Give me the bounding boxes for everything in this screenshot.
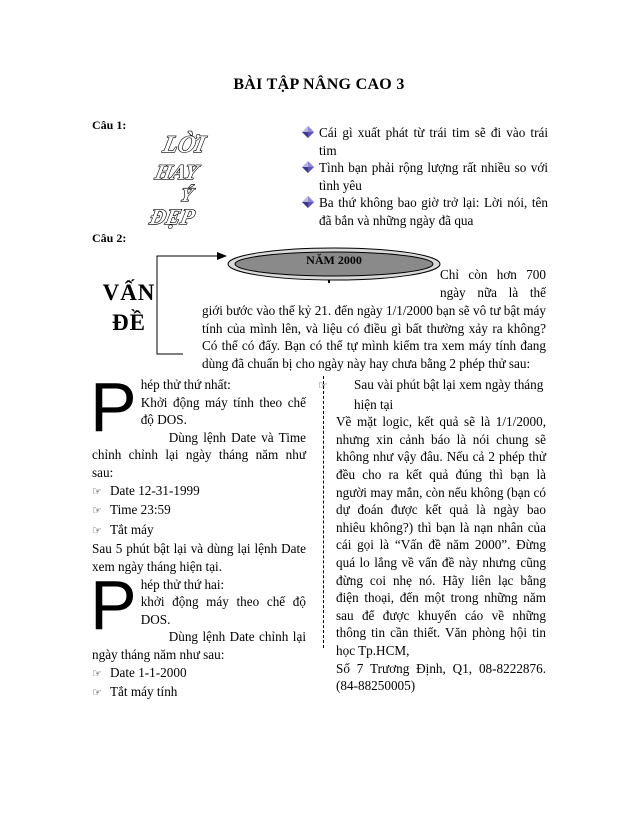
van-de-line-1: VẤN: [102, 280, 156, 305]
list-item-text: Ba thứ không bao giờ trở lại: Lời nói, tên đã bắn và những ngày đã qua: [319, 195, 548, 228]
column-divider: [323, 376, 324, 648]
diamond-bullet-icon: [302, 126, 314, 138]
left-column: [90, 368, 306, 703]
van-de-heading: [98, 278, 160, 338]
test-1-heading: hép thử thứ nhất:: [140, 377, 231, 392]
van-de-line-2: ĐỀ: [112, 310, 146, 335]
wordart-word-1: LỜI: [160, 131, 208, 158]
pointing-hand-icon: ☞: [92, 485, 102, 498]
wordart-word-3: Ý: [178, 185, 195, 206]
address-text: Số 7 Trương Định, Q1, 08-8222876. (84-88250005): [336, 660, 546, 694]
intro-line-1: Chỉ còn hơn 700: [440, 267, 546, 282]
list-item: ☞ Sau vài phút bật lại xem ngày tháng hiện tại: [318, 377, 544, 412]
list-item: ☞ Tắt máy tính: [92, 683, 306, 703]
test-1-step-2: Dùng lệnh Date và Time chỉnh chỉnh lại ngày tháng năm như sau:: [92, 429, 306, 480]
wordart-word-4: ĐẸP: [147, 204, 197, 229]
list-item: [302, 159, 548, 194]
page-title: BÀI TẬP NÂNG CAO 3: [233, 76, 405, 93]
list-item-text: Cái gì xuất phát từ trái tim sẽ đi vào trái tim: [319, 125, 548, 158]
right-column: [318, 376, 546, 695]
question-1-label: Câu 1:: [92, 118, 127, 132]
list-item: ☞ Tắt máy: [92, 521, 306, 541]
test-2-step-2: Dùng lệnh Date chỉnh lại ngày tháng năm như sau:: [92, 629, 306, 662]
list-item-text: Tình bạn phải rộng lượng rất nhiều so với tình yêu: [319, 160, 548, 193]
list-item: ☞ Time 23:59: [92, 501, 306, 521]
test-1-step-1: Khởi động máy tính theo chế độ DOS.: [140, 394, 306, 428]
list-item: ☞ Date 12-31-1999: [92, 482, 306, 502]
list-item: ☞ Date 1-1-2000: [92, 664, 306, 684]
diamond-bullet-icon: [302, 161, 314, 173]
wordart-loi-hay-y-dep: [120, 124, 260, 229]
intro-paragraph: giới bước vào thế kỷ 21. đến ngày 1/1/2000 bạn sẽ vô tư bật máy tính của mình lên, và liệu có điều gì bất thường xảy ra không? Có thể có đấy. Bạn có thể tự mình kiểm tra xem máy tính đang dùng đã chuẩn bị cho ngày này hay chưa bằng 2 phép thử sau:: [202, 303, 546, 371]
wordart-word-2: HAY: [153, 160, 201, 184]
list-item: [302, 124, 548, 159]
intro-line-2: ngày nữa là thế: [440, 284, 546, 300]
quote-list: [302, 124, 548, 230]
test-2-heading: hép thử thứ hai:: [140, 576, 225, 592]
test-2-step-1: khởi động máy theo chế độ DOS.: [140, 594, 306, 627]
pointing-hand-icon: ☞: [92, 505, 102, 518]
list-item: [302, 194, 548, 229]
diamond-bullet-icon: [302, 196, 314, 208]
intro-lines: [440, 266, 546, 301]
pointing-hand-icon: ☞: [318, 380, 328, 392]
pointing-hand-icon: ☞: [92, 524, 102, 537]
result-paragraph: Về mặt logic, kết quả sẽ là 1/1/2000, nhưng xin cảnh báo là nói chung sẽ không như vậy đâu. Nếu cả 2 phép thử đều cho ra kết quả đúng thì bạn là người may mắn, còn nếu không (bạn có dự đoán được kết quả là ngày bao nhiêu không?) thì bạn là nạn nhân của cái gọi là “Vấn đề năm 2000”. Đừng quá lo lắng về vấn đề này nhưng cũng đừng coi nhẹ nó. Hãy liên lạc bằng điện thoại, đến một trong những năm sau để được khuyến cáo về những thông tin cần thiết. Văn phòng hội tin học Tp.HCM,: [336, 414, 546, 658]
banner-label: NĂM 2000: [306, 253, 362, 267]
question-2-label: Câu 2:: [92, 231, 127, 245]
drop-cap: P: [90, 565, 137, 644]
pointing-hand-icon: ☞: [92, 667, 102, 680]
pointing-hand-icon: ☞: [92, 687, 102, 700]
test-1-after: Sau 5 phút bật lại và dùng lại lệnh Date xem ngày tháng hiện tại.: [92, 541, 306, 574]
drop-cap: P: [90, 368, 137, 446]
